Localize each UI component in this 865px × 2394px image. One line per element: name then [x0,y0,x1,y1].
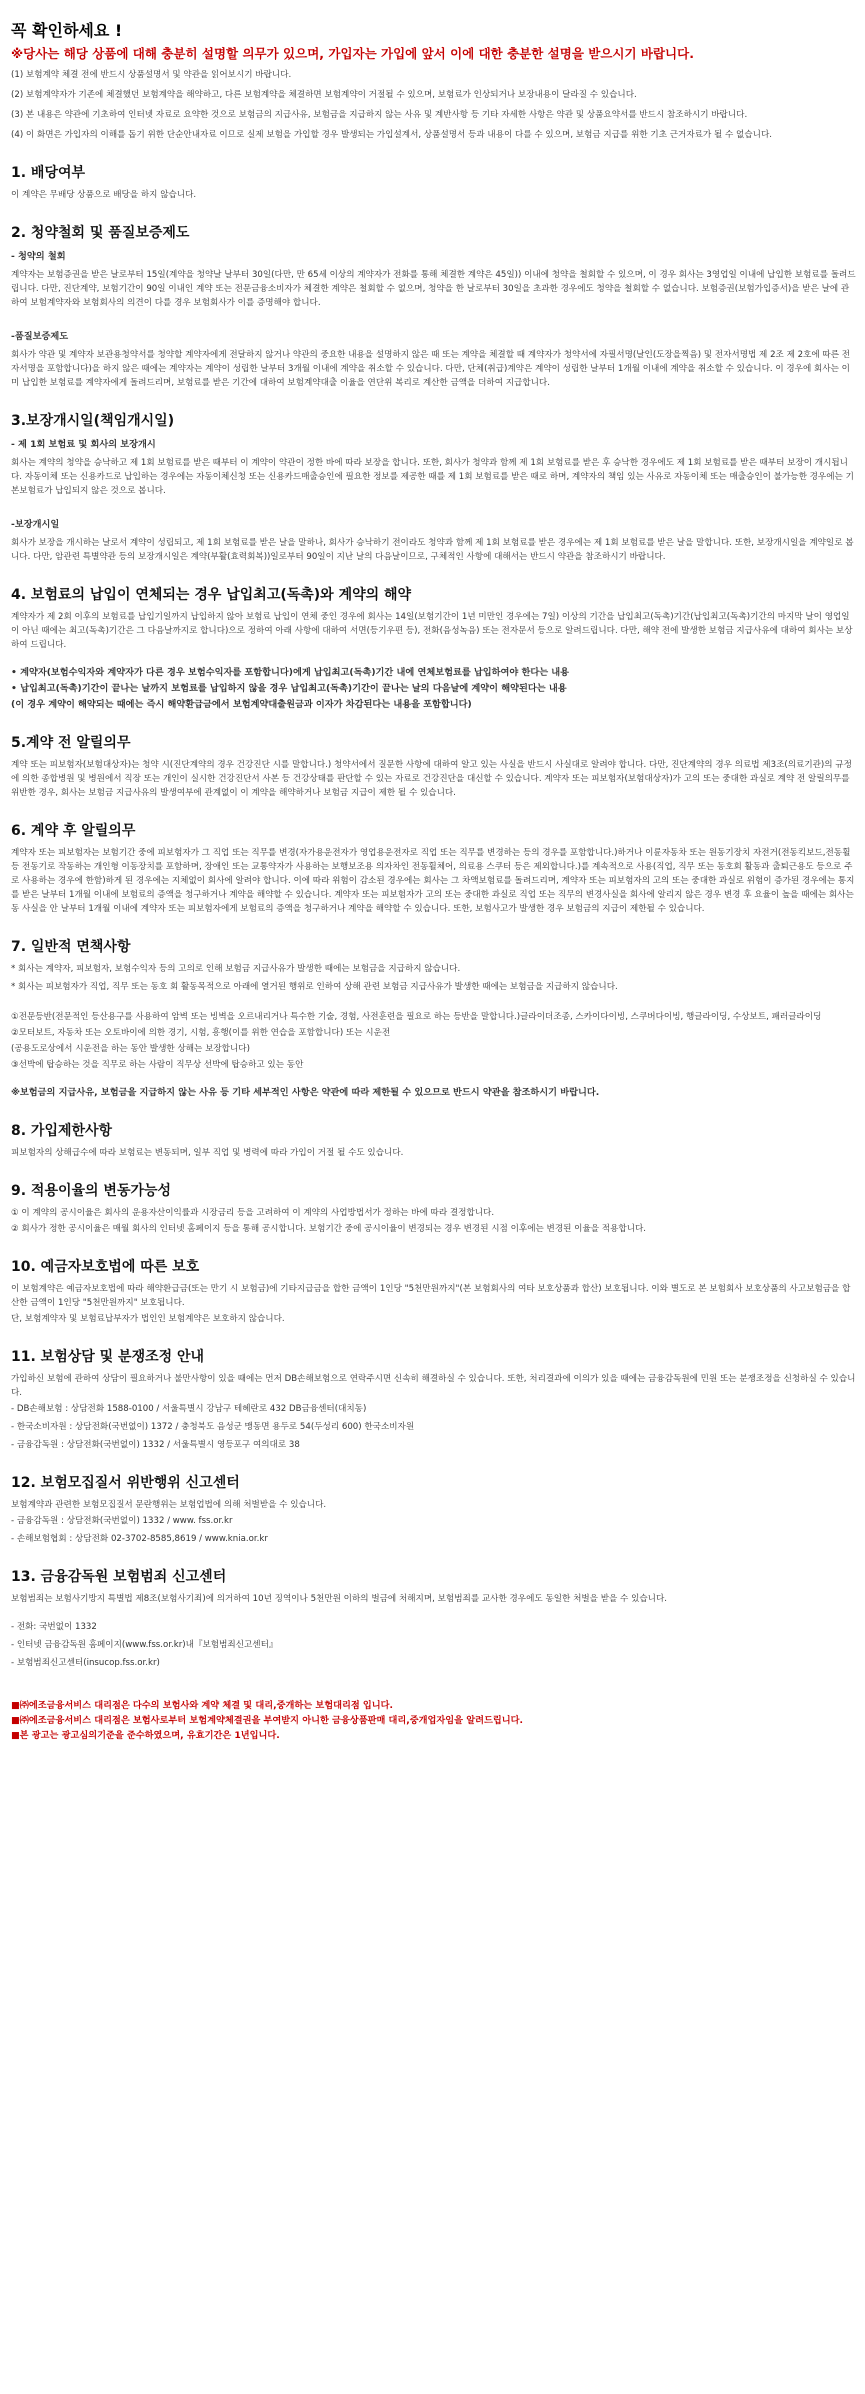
section-2-body-2: 회사가 약관 및 계약자 보관용청약서를 청약할 계약자에게 전달하지 않거나 약관의 중요한 내용을 설명하지 않은 때 또는 계약을 체결할 때 계약자가 청약서에 자필서명(날인(도장을찍음) 및 전자서명법 제 2조 제 2호에 따른 전자서명을 포함합니다)을 하지 않은 때에는 계약자는 계약이 성립한 날부터 3개월 이내에 계약을 취소할 수 있습니다. 다만, 단체(취급)계약은 계약이 성립한 날부터 1개월 이내에 계약을 취소할 수 있습니다. 이 경우에 회사는 이미 납입한 보험료를 계약자에게 돌려드리며, 보험료를 받은 기간에 대하여 보험계약대출 이율을 연단위 복리로 계산한 금액을 더하여 지급합니다. [11,350,851,388]
section-12-contact-fss: - 금융감독원 : 상담전화(국번없이) 1332 / www. fss.or.kr [11,1516,233,1526]
section-10-title: 10. 예금자보호법에 따른 보호 [11,1259,200,1275]
section-11-contact-db: - DB손해보험 : 상담전화 1588-0100 / 서울특별시 강남구 테헤란로 432 DB금융센터(대치동) [11,1404,367,1414]
section-11-title: 11. 보험상담 및 분쟁조정 안내 [11,1349,205,1365]
section-13-body: 보험범죄는 보험사기방지 특별법 제8조(보험사기죄)에 의거하여 10년 징역이나 5천만원 이하의 벌금에 처해지며, 보험범죄를 교사한 경우에도 동일한 처벌을 받을 수 있습니다. [11,1594,668,1604]
section-3-body-1: 회사는 계약의 청약을 승낙하고 제 1회 보험료를 받은 때부터 이 계약이 약관이 정한 바에 따라 보장을 합니다. 또한, 회사가 청약과 함께 제 1회 보험료를 받은 후 승낙한 경우에도 제 1회 보험료를 받은 때부터 보장이 개시됩니다. 자동이체 또는 신용카드로 납입하는 경우에는 자동이체신청 또는 신용카드매출승인에 필요한 정보를 제공한 때를 제 1회 보험료를 받은 때로 하며, 계약자의 책임 있는 사유로 자동이체 또는 매출승인이 불가능한 경우에는 기본보험료가 납입되지 않은 것으로 봅니다. [11,458,854,496]
note-1: (1) 보험계약 체결 전에 반드시 상품설명서 및 약관을 읽어보시기 바랍니다. [11,70,292,80]
section-5-body: 계약 또는 피보험자(보험대상자)는 청약 시(진단계약의 경우 건강진단 시를 말합니다.) 청약서에서 질문한 사항에 대하여 알고 있는 사실을 반드시 사실대로 알려야 합니다. 다만, 진단계약의 경우 의료법 제3조(의료기관)의 규정에 의한 종합병원 및 병원에서 직장 또는 개인이 실시한 건강진단서 사본 등 건강상태를 판단할 수 있는 자료로 건강진단을 대신할 수 있습니다. 계약자 또는 피보험자(보험대상자)가 고의 또는 중대한 과실로 계약 전 알릴의무를 위반한 경우, 회사는 보험금 지급사유의 발생여부에 관계없이 이 계약을 해약하거나 보험금 지급이 제한 될 수 있습니다. [11,760,852,798]
footer-line-1: ■㈜에조금융서비스 대리점은 다수의 보험사와 계약 체결 및 대리,중개하는 보험대리점 입니다. [11,1700,394,1711]
notice-page [0,18,865,1743]
section-7-note: ※보험금의 지급사유, 보험금을 지급하지 않는 사유 등 기타 세부적인 사항은 약관에 따라 제한될 수 있으므로 반드시 약관을 참조하시기 바랍니다. [11,1087,600,1098]
footer-line-3: ■본 광고는 광고심의기준을 준수하였으며, 유효기간은 1년입니다. [11,1730,280,1741]
section-13-center: - 보험범죄신고센터(insucop.fss.or.kr) [11,1658,160,1668]
section-4-body: 계약자가 제 2회 이후의 보험료를 납입기일까지 납입하지 않아 보험료 납입이 연체 중인 경우에 회사는 14일(보험기간이 1년 미만인 경우에는 7일) 이상의 기간을 납입최고(독촉)기간(납입최고(독촉)기간의 마지막 날이 영업일이 아닌 때에는 최고(독촉)기간은 그 다음날까지로 합니다)으로 정하여 아래 사항에 대하여 서면(등기우편 등), 전화(음성녹음) 또는 전자문서 등으로 알려드립니다. 다만, 해약 전에 발생한 보험금 지급사유에 대하여 회사는 보상하여 드립니다. [11,612,853,650]
section-4-bullet-1: • 계약자(보험수익자와 계약자가 다른 경우 보험수익자를 포함합니다)에게 납입최고(독촉)기간 내에 연체보험료를 납입하여야 한다는 내용 [11,667,570,678]
section-7-item-3: (공용도로상에서 시운전을 하는 동안 발생한 상해는 보장합니다) [11,1044,250,1054]
page-title: 꼭 확인하세요 ! [11,21,123,40]
section-4-bullet-3: (이 경우 계약이 해약되는 때에는 즉시 해약환급금에서 보험계약대출원금과 이자가 차감된다는 내용을 포함합니다) [11,699,472,710]
section-7-bullet-1: * 회사는 계약자, 피보험자, 보험수익자 등의 고의로 인해 보험금 지급사유가 발생한 때에는 보험금을 지급하지 않습니다. [11,964,461,974]
section-3-body-2: 회사가 보장을 개시하는 날로서 계약이 성립되고, 제 1회 보험료를 받은 날을 말하나, 회사가 승낙하기 전이라도 청약과 함께 제 1회 보험료를 받은 경우에는 제 1회 보험료를 받은 날을 말합니다. 또한, 보장개시일을 계약일로 봅니다. 다만, 암관련 특별약관 등의 보장개시일은 계약(부활(효력회복))일로부터 90일이 지난 날의 다음날이므로, 구체적인 사항에 대해서는 반드시 약관을 참조하시기 바랍니다. [11,538,854,562]
section-3-title: 3.보장개시일(책임개시일) [11,413,175,429]
section-13-title: 13. 금융감독원 보험범죄 신고센터 [11,1569,227,1585]
section-11-body: 가입하신 보험에 관하여 상담이 필요하거나 불만사항이 있을 때에는 먼저 DB손해보험으로 연락주시면 신속히 해결하실 수 있습니다. 또한, 처리결과에 이의가 있을 때에는 금융감독원에 민원 또는 분쟁조정을 신청하실 수 있습니다. [11,1374,856,1398]
section-12-title: 12. 보험모집질서 위반행위 신고센터 [11,1475,240,1491]
section-11-contact-fss: - 금융감독원 : 상담전화(국번없이) 1332 / 서울특별시 영등포구 여의대로 38 [11,1440,300,1450]
section-8-title: 8. 가입제한사항 [11,1123,113,1139]
section-9-item-2: ② 회사가 정한 공시이율은 매월 회사의 인터넷 홈페이지 등을 통해 공시합니다. 보험기간 중에 공시이율이 변경되는 경우 변경된 시점 이후에는 변경된 이율을 적용합니다. [11,1224,647,1234]
note-2: (2) 보험계약자가 기존에 체결했던 보험계약을 해약하고, 다른 보험계약을 체결하면 보험계약이 거절될 수 있으며, 보험료가 인상되거나 보장내용이 달라질 수 있습니다. [11,90,637,100]
section-1-title: 1. 배당여부 [11,165,86,181]
section-7-bullet-2: * 회사는 피보험자가 직업, 직무 또는 동호 회 활동목적으로 아래에 열거된 행위로 인하여 상해 관련 보험금 지급사유가 발생한 때에는 보험금을 지급하지 않습니다. [11,982,618,992]
section-13-phone: - 전화: 국번없이 1332 [11,1622,97,1632]
section-9-item-1: ① 이 계약의 공시이율은 회사의 운용자산이익률과 시장금리 등을 고려하여 이 계약의 사업방법서가 정하는 바에 따라 결정합니다. [11,1208,495,1218]
note-3: (3) 본 내용은 약관에 기초하여 인터넷 자료로 요약한 것으로 보험금의 지급사유, 보험금을 지급하지 않는 사유 및 계반사항 등 기타 자세한 사항은 약관 및 상품요약서를 반드시 참조하시기 바랍니다. [11,110,748,120]
note-4: (4) 이 화면은 가입자의 이해를 돕기 위한 단순안내자료 이므로 실제 보험을 가입할 경우 발생되는 가입설계서, 상품설명서 등과 내용이 다를 수 있으며, 보험금 지급를 위한 기초 근거자료가 될 수 없습니다. [11,130,772,140]
section-4-bullet-2: • 납입최고(독촉)기간이 끝나는 날까지 보험료를 납입하지 않을 경우 납입최고(독촉)기간이 끝나는 날의 다음날에 계약이 해약된다는 내용 [11,683,567,694]
section-4-title: 4. 보험료의 납입이 연체되는 경우 납입최고(독촉)와 계약의 해약 [11,587,412,603]
section-10-body-2: 단, 보험계약자 및 보험료납부자가 법인인 보험계약은 보호하지 않습니다. [11,1314,285,1324]
section-13-website: - 인터넷 금융감독원 홈페이지(www.fss.or.kr)내『보험범죄신고센터』 [11,1640,278,1650]
section-2-subtitle-1: - 청약의 철회 [11,251,66,262]
section-7-item-1: ①전문등반(전문적인 등산용구를 사용하여 암벽 또는 빙벽을 오르내리거나 특수한 기술, 경험, 사전훈련을 필요로 하는 등반을 말합니다.)글라이더조종, 스카이다이빙, 스쿠버다이빙, 행글라이딩, 수상보트, 패러글라이딩 [11,1012,822,1022]
section-7-title: 7. 일반적 면책사항 [11,939,131,955]
section-2-subtitle-2: -품질보증제도 [11,331,69,342]
warning-text: ※당사는 해당 상품에 대해 충분히 설명할 의무가 있으며, 가입자는 가입에 앞서 이에 대한 충분한 설명을 받으시기 바랍니다. [11,46,694,61]
section-10-body-1: 이 보험계약은 예금자보호법에 따라 해약환급금(또는 만기 시 보험금)에 기타지급금을 합한 금액이 1인당 "5천만원까지"(본 보험회사의 여타 보호상품과 합산) 보호됩니다. 이와 별도로 본 보험회사 보호상품의 사고보험금을 합산한 금액이 1인당 "5천만원까지" 보호됩니다. [11,1284,851,1308]
section-3-subtitle-1: - 제 1회 보험료 및 회사의 보장개시 [11,439,156,450]
section-12-body: 보험계약과 관련한 보험모집질서 문란행위는 보험업법에 의해 처벌받을 수 있습니다. [11,1500,327,1510]
section-6-title: 6. 계약 후 알릴의무 [11,823,136,839]
section-7-item-4: ③선박에 탑승하는 것을 직무로 하는 사람이 직무상 선박에 탑승하고 있는 동안 [11,1060,304,1070]
section-2-body-1: 계약자는 보험증권을 받은 날로부터 15일(계약을 청약날 날부터 30일(다만, 만 65세 이상의 계약자가 전화를 통해 체결한 계약은 45일)) 이내에 청약을 철회할 수 있으며, 이 경우 회사는 3영업일 이내에 납입한 보험료를 돌려드립니다. 다만, 진단계약, 보험기간이 90일 이내인 계약 또는 전문금융소비자가 체결한 계약은 철회할 수 없으며, 청약을 한 날로부터 30일을 초과한 경우에도 청약을 철회할 수 없습니다. 보험증권(보험가입증서)을 받은 날에 관하여 보험계약자와 보험회사의 의견이 다를 경우 보험회사가 이를 증명해야 합니다. [11,270,856,308]
section-9-title: 9. 적용이율의 변동가능성 [11,1183,172,1199]
section-6-body: 계약자 또는 피보험자는 보험기간 중에 피보험자가 그 직업 또는 직무를 변경(자가용운전자가 영업용운전자로 직업 또는 직무를 변경하는 등의 경우를 포함합니다.)하거나 이륜자동차 또는 원동기장치 자전거(전동킥보드,전동휠 등 전동기로 작동하는 개인형 이동장치를 포함하며, 장애인 또는 교통약자가 사용하는 보행보조용 의자차인 전동휠체어, 의료용 스쿠터 등은 제외합니다.)를 계속적으로 사용(직업, 직무 또는 동호회 활동과 출퇴근용도 등으로 주로 사용하는 경우에 한함)하게 된 경우에는 지체없이 회사에 알려야 합니다. 이에 따라 위험이 감소된 경우에는 회사는 그 차액보험료를 돌려드리며, 계약자 또는 피보험자의 고의 또는 중대한 과실로 위험이 증가된 경우에는 통지를 받은 날부터 1개월 이내에 보험료의 증액을 청구하거나 계약을 해약할 수 있습니다. 계약자 또는 피보험자가 고의 또는 중대한 과실로 직업 또는 직무의 변경사실을 회사에 알리지 않은 경우 변경 후 요율이 높을 때에는 회사는 동 사실을 안 날부터 1개월 이내에 계약자 또는 피보험자에게 보험료의 증액을 청구하거나 계약을 해약할 수 있습니다. 또한, 보험사고가 발생한 경우 보험금의 지급이 제한될 수 있습니다. [11,848,855,914]
section-7-item-2: ②모터보트, 자동차 또는 오토바이에 의한 경기, 시험, 흥행(이를 위한 연습을 포함합니다) 또는 시운전 [11,1028,391,1038]
section-5-title: 5.계약 전 알릴의무 [11,735,131,751]
section-1-body: 이 계약은 무배당 상품으로 배당을 하지 않습니다. [11,190,197,200]
footer-line-2: ■㈜에조금융서비스 대리점은 보험사로부터 보험계약체결권을 부여받지 아니한 금융상품판매 대리,중개업자임을 알려드립니다. [11,1715,523,1726]
section-2-title: 2. 청약철회 및 품질보증제도 [11,225,190,241]
section-11-contact-kca: - 한국소비자원 : 상담전화(국번없이) 1372 / 충청북도 음성군 맹동면 용두로 54(두성리 600) 한국소비자원 [11,1422,415,1432]
section-12-contact-knia: - 손해보험협회 : 상담전화 02-3702-8585,8619 / www.knia.or.kr [11,1534,268,1544]
section-3-subtitle-2: -보장개시일 [11,519,60,530]
section-8-body: 피보험자의 상해급수에 따라 보험료는 변동되며, 일부 직업 및 병력에 따라 가입이 거절 될 수도 있습니다. [11,1148,404,1158]
